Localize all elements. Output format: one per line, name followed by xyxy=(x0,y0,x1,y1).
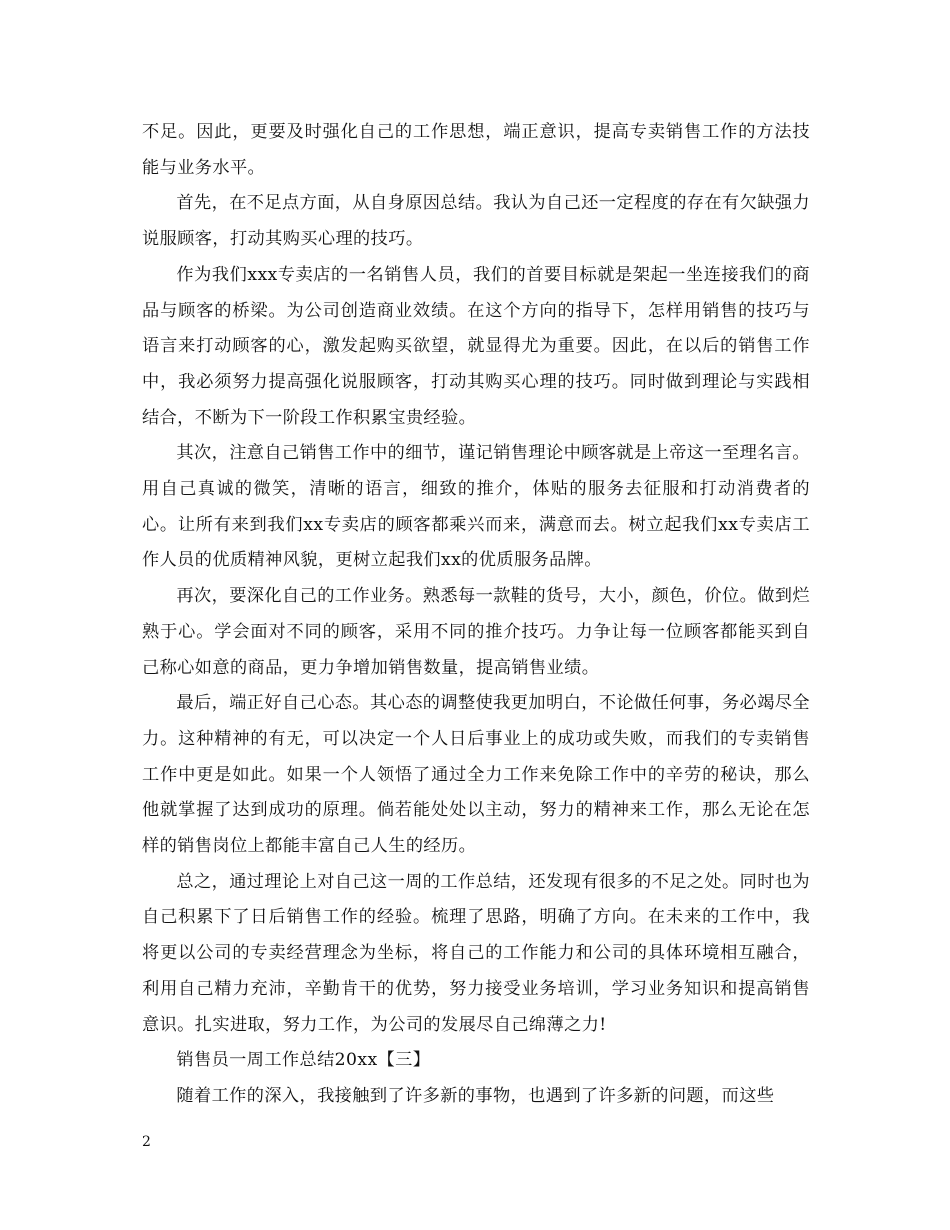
paragraph-new-section: 随着工作的深入，我接触到了许多新的事物，也遇到了许多新的问题，而这些 xyxy=(176,1085,775,1106)
paragraph-continuation: 不足。因此，更要及时强化自己的工作思想，端正意识，提高专卖销售工作的方法技能与业务水平。 xyxy=(142,122,810,178)
body-text xyxy=(142,115,810,1115)
paragraph-third-point: 再次，要深化自己的工作业务。熟悉每一款鞋的货号，大小，颜色，价位。做到烂熟于心。学会面对不同的顾客，采用不同的推介技巧。力争让每一位顾客都能买到自己称心如意的商品，更力争增加销售数量，提高销售业绩。 xyxy=(142,586,810,678)
page-number: 2 xyxy=(142,1134,151,1150)
paragraph-sales-goal: 作为我们xxx专卖店的一名销售人员，我们的首要目标就是架起一坐连接我们的商品与顾客的桥梁。为公司创造商业效绩。在这个方向的指导下，怎样用销售的技巧与语言来打动顾客的心，激发起购买欲望，就显得尤为重要。因此，在以后的销售工作中，我必须努力提高强化说服顾客，打动其购买心理的技巧。同时做到理论与实践相结合，不断为下一阶段工作积累宝贵经验。 xyxy=(142,264,810,428)
section-heading: 销售员一周工作总结20xx【三】 xyxy=(176,1050,431,1071)
paragraph-first-point: 首先，在不足点方面，从自身原因总结。我认为自己还一定程度的存在有欠缺强力说服顾客，打动其购买心理的技巧。 xyxy=(142,193,810,250)
paragraph-conclusion: 总之，通过理论上对自己这一周的工作总结，还发现有很多的不足之处。同时也为自己积累下了日后销售工作的经验。梳理了思路，明确了方向。在未来的工作中，我将更以公司的专卖经营理念为坐标，将自己的工作能力和公司的具体环境相互融合，利用自己精力充沛，辛勤肯干的优势，努力接受业务培训，学习业务知识和提高销售意识。扎实进取，努力工作，为公司的发展尽自己绵薄之力! xyxy=(142,871,810,1035)
paragraph-last-point: 最后，端正好自己心态。其心态的调整使我更加明白，不论做任何事，务必竭尽全力。这种精神的有无，可以决定一个人日后事业上的成功或失败，而我们的专卖销售工作中更是如此。如果一个人领悟了通过全力工作来免除工作中的辛劳的秘诀，那么他就掌握了达到成功的原理。倘若能处处以主动，努力的精神来工作，那么无论在怎样的销售岗位上都能丰富自己人生的经历。 xyxy=(142,693,810,857)
paragraph-second-point: 其次，注意自己销售工作中的细节，谨记销售理论中顾客就是上帝这一至理名言。用自己真诚的微笑，清晰的语言，细致的推介，体贴的服务去征服和打动消费者的心。让所有来到我们xx专卖店的顾客都乘兴而来，满意而去。树立起我们xx专卖店工作人员的优质精神风貌，更树立起我们xx的优质服务品牌。 xyxy=(142,443,810,571)
